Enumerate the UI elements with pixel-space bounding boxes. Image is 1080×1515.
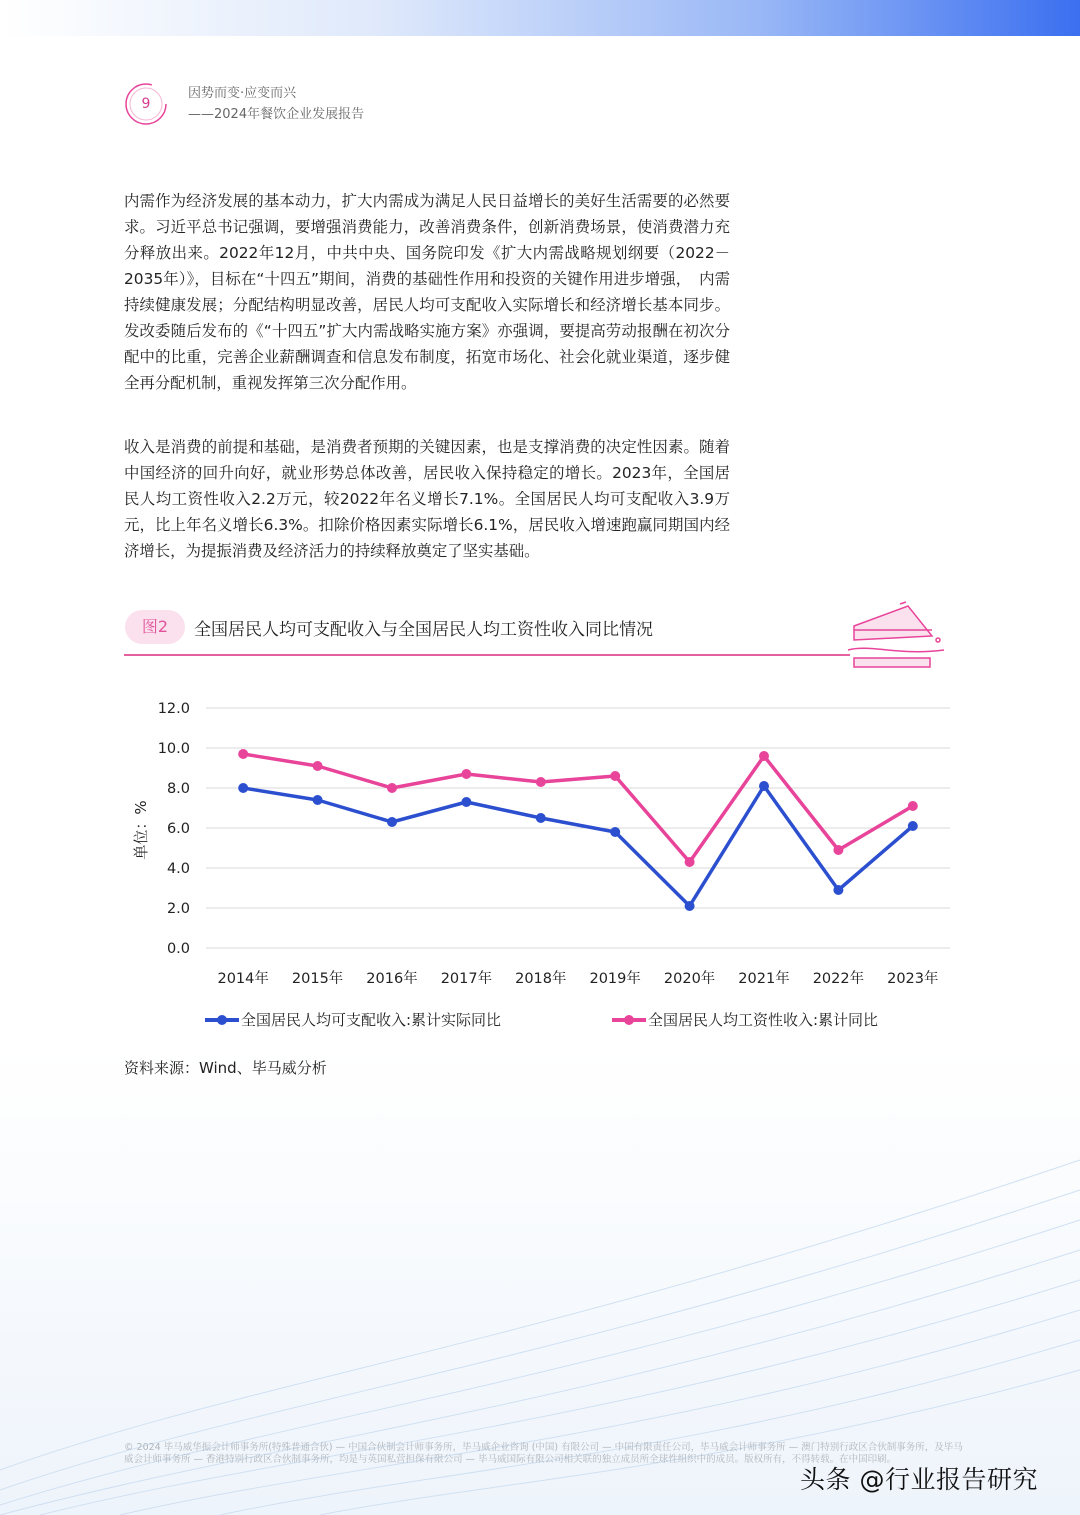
legend-item-2 xyxy=(612,1011,878,1029)
data-point xyxy=(313,761,323,771)
y-tick-label: 10.0 xyxy=(157,741,190,757)
report-subtitle: ——2024年餐饮企业发展报告 xyxy=(188,107,365,122)
footer-legal-text: © 2024 毕马威华振会计师事务所(特殊普通合伙) — 中国合伙制会计师事务所，毕马威企业咨询 (中国) 有限公司 — 中国有限责任公司，毕马威会计师事务所 — 澳门特别行政区合伙制事务所，及毕马威会计师事务所 — 香港特别行政区合伙制事务所，均是与英国私营担保有限公司 — 毕马威国际有限公司相关联的独立成员所全球性组织中的成员。版权所有，不得转载。在中国印刷。 xyxy=(124,1442,963,1465)
y-tick-label: 4.0 xyxy=(166,861,190,877)
x-axis-ticks xyxy=(217,969,938,987)
data-point xyxy=(685,901,695,911)
top-gradient-bar xyxy=(0,0,1080,36)
source-note: 资料来源：Wind、毕马威分析 xyxy=(124,1059,327,1077)
series-line xyxy=(243,786,913,906)
data-point xyxy=(833,885,843,895)
y-tick-label: 0.0 xyxy=(166,941,190,957)
y-tick-label: 6.0 xyxy=(166,821,190,837)
data-point xyxy=(610,827,620,837)
series-1 xyxy=(238,781,918,911)
x-tick-label: 2021年 xyxy=(738,971,790,987)
body-paragraph-2: 收入是消费的前提和基础，是消费者预期的关键因素，也是支撑消费的决定性因素。随着中国经济的回升向好，就业形势总体改善，居民收入保持稳定的增长。2023年，全国居民人均工资性收入2.2万元，较2022年名义增长7.1%。全国居民人均可支配收入3.9万元，比上年名义增长6.3%。扣除价格因素实际增长6.1%，居民收入增速跑赢同期国内经济增长，为提振消费及经济活力的持续释放奠定了坚实基础。 xyxy=(124,438,730,560)
x-tick-label: 2018年 xyxy=(515,971,567,987)
x-tick-label: 2014年 xyxy=(217,971,269,987)
data-point xyxy=(685,857,695,867)
data-point xyxy=(238,783,248,793)
data-point xyxy=(536,813,546,823)
data-point xyxy=(387,817,397,827)
x-tick-label: 2015年 xyxy=(291,971,344,987)
report-title: 因势而变·应变而兴 xyxy=(188,86,297,101)
chart-grid xyxy=(206,708,950,948)
data-point xyxy=(461,797,471,807)
y-tick-label: 12.0 xyxy=(157,701,190,717)
figure-divider xyxy=(124,654,850,656)
cake-illustration-icon xyxy=(840,598,950,676)
y-axis-ticks xyxy=(158,701,190,957)
data-point xyxy=(461,769,471,779)
x-tick-label: 2016年 xyxy=(366,971,418,987)
data-point xyxy=(759,751,769,761)
legend-swatch-dot xyxy=(624,1015,634,1025)
data-point xyxy=(833,845,843,855)
figure-title: 全国居民人均可支配收入与全国居民人均工资性收入同比情况 xyxy=(194,620,653,640)
page-number: 9 xyxy=(141,96,151,112)
x-tick-label: 2020年 xyxy=(663,971,716,987)
data-point xyxy=(536,777,546,787)
data-point xyxy=(387,783,397,793)
legend-label: 全国居民人均可支配收入:累计实际同比 xyxy=(241,1011,502,1029)
legend-item-1 xyxy=(205,1011,501,1029)
data-point xyxy=(313,795,323,805)
line-chart xyxy=(120,690,970,1040)
x-tick-label: 2019年 xyxy=(589,971,641,987)
chart-series xyxy=(238,749,918,911)
data-point xyxy=(759,781,769,791)
chart-legend xyxy=(205,1011,878,1029)
data-point xyxy=(908,821,918,831)
y-tick-label: 8.0 xyxy=(166,781,190,797)
figure-badge: 图2 xyxy=(125,610,185,644)
x-tick-label: 2017年 xyxy=(440,971,493,987)
data-point xyxy=(908,801,918,811)
data-point xyxy=(238,749,248,759)
y-tick-label: 2.0 xyxy=(166,901,190,917)
watermark: 头条 @行业报告研究 xyxy=(800,1465,1038,1494)
legend-label: 全国居民人均工资性收入:累计同比 xyxy=(648,1011,879,1029)
x-tick-label: 2023年 xyxy=(887,971,939,987)
x-tick-label: 2022年 xyxy=(812,971,865,987)
legend-swatch-dot xyxy=(217,1015,227,1025)
data-point xyxy=(610,771,620,781)
body-paragraph-1: 内需作为经济发展的基本动力，扩大内需成为满足人民日益增长的美好生活需要的必然要求。习近平总书记强调，要增强消费能力，改善消费条件，创新消费场景，使消费潜力充分释放出来。2022年12月，中共中央、国务院印发《扩大内需战略规划纲要（2022－2035年）》，目标在“十四五”期间，消费的基础性作用和投资的关键作用进步增强， 内需持续健康发展；分配结构明显改善，居民人均可支配收入实际增长和经济增长基本同步。发改委随后发布的《“十四五”扩大内需战略实施方案》亦强调，要提高劳动报酬在初次分配中的比重，完善企业薪酬调查和信息发布制度，拓宽市场化、社会化就业渠道，逐步健全再分配机制，重视发挥第三次分配作用。 xyxy=(124,192,730,392)
y-axis-label: 单位：% xyxy=(132,800,150,860)
